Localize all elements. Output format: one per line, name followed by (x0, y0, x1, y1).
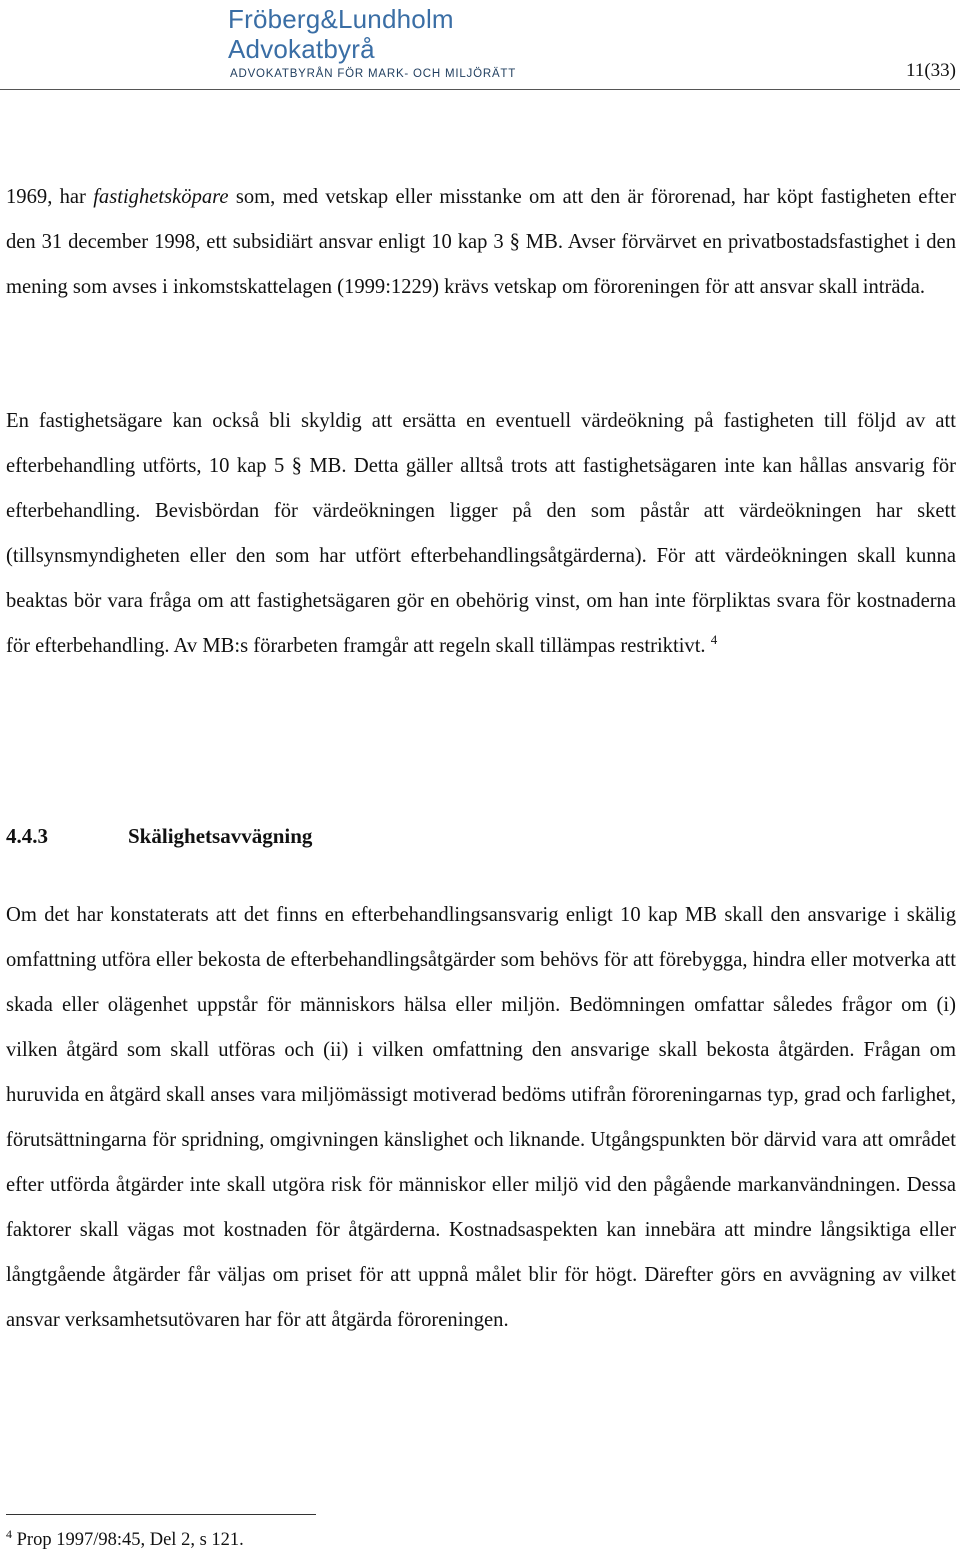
firm-name: Fröberg&Lundholm Advokatbyrå (228, 4, 454, 64)
paragraph-3-text: Om det har konstaterats att det finns en efterbehandlingsansvarig enligt 10 kap MB skall den ansvarige i skälig omfattning utföra eller bekosta de efterbehandlingsåtgärder som behövs för att förebygga, hindra eller motverka att skada eller olägenhet uppstår för människors hälsa eller miljön. Bedömningen omfattar således frågor om (i) vilken åtgärd som skall utföras och (ii) i vilken omfattning den ansvarige skall bekosta åtgärden. Frågan om huruvida en åtgärd skall anses vara miljömässigt motiverad bedöms utifrån föroreningarnas typ, grad och farlighet, förutsättningarna för spridning, omgivningen känslighet och liknande. Utgångspunkten bör därvid vara att området efter utförda åtgärder inte skall utgöra risk för människor eller miljö vid den pågående markanvändningen. Dessa faktorer skall vägas mot kostnaden för åtgärderna. Kostnadsaspekten kan innebära att mindre långsiktiga eller långtgående åtgärder får väljas om priset för att uppnå målet blir för högt. Därefter görs en avvägning av vilket ansvar verksamhetsutövaren har för att åtgärda föroreningen. (6, 904, 956, 1331)
footnote-divider (6, 1514, 316, 1515)
paragraph-2-text: En fastighetsägare kan också bli skyldig att ersätta en eventuell värdeökning på fastigheten till följd av att efterbehandling utförts, 10 kap 5 § MB. Detta gäller alltså trots att fastighetsägaren inte kan hållas ansvarig för efterbehandling. Bevisbördan för värdeökningen ligger på den som påstår att värdeökningen har skett (tillsynsmyndigheten eller den som har utfört efterbehandlingsåtgärderna). För att värdeökningen skall kunna beaktas bör vara fråga om att fastighetsägaren gör en obehörig vinst, om han inte förpliktas svara för kostnaderna för efterbehandling. Av MB:s förarbeten framgår att regeln skall tillämpas restriktivt. (6, 410, 956, 657)
header-divider (0, 89, 960, 90)
section-heading (6, 824, 312, 849)
firm-tagline: ADVOKATBYRÅN FÖR MARK- OCH MILJÖRÄTT (230, 68, 517, 80)
page-number: 11(33) (906, 60, 956, 81)
paragraph-1-rest: som, med vetskap eller misstanke om att den är förorenad, har köpt fastigheten efter den 31 december 1998, ett subsidiärt ansvar enligt 10 kap 3 § MB. Avser förvärvet en privatbostadsfastighet i den mening som avses i inkomstskattelagen (1999:1229) krävs vetskap om föroreningen för att ansvar skall inträda. (6, 186, 956, 298)
footnote-text: Prop 1997/98:45, Del 2, s 121. (16, 1530, 244, 1551)
paragraph-1 (6, 175, 956, 310)
paragraph-1-start: 1969, har (6, 186, 94, 208)
footnote-number: 4 (6, 1527, 12, 1541)
paragraph-3 (6, 893, 956, 1343)
paragraph-1-italic-term: fastighetsköpare (93, 186, 229, 208)
firm-logo (228, 4, 588, 80)
paragraph-2 (6, 399, 956, 669)
section-title: Skälighetsavvägning (128, 824, 313, 848)
footnote-reference[interactable]: 4 (710, 632, 718, 648)
footnote (6, 1527, 244, 1551)
section-number: 4.4.3 (6, 824, 48, 848)
